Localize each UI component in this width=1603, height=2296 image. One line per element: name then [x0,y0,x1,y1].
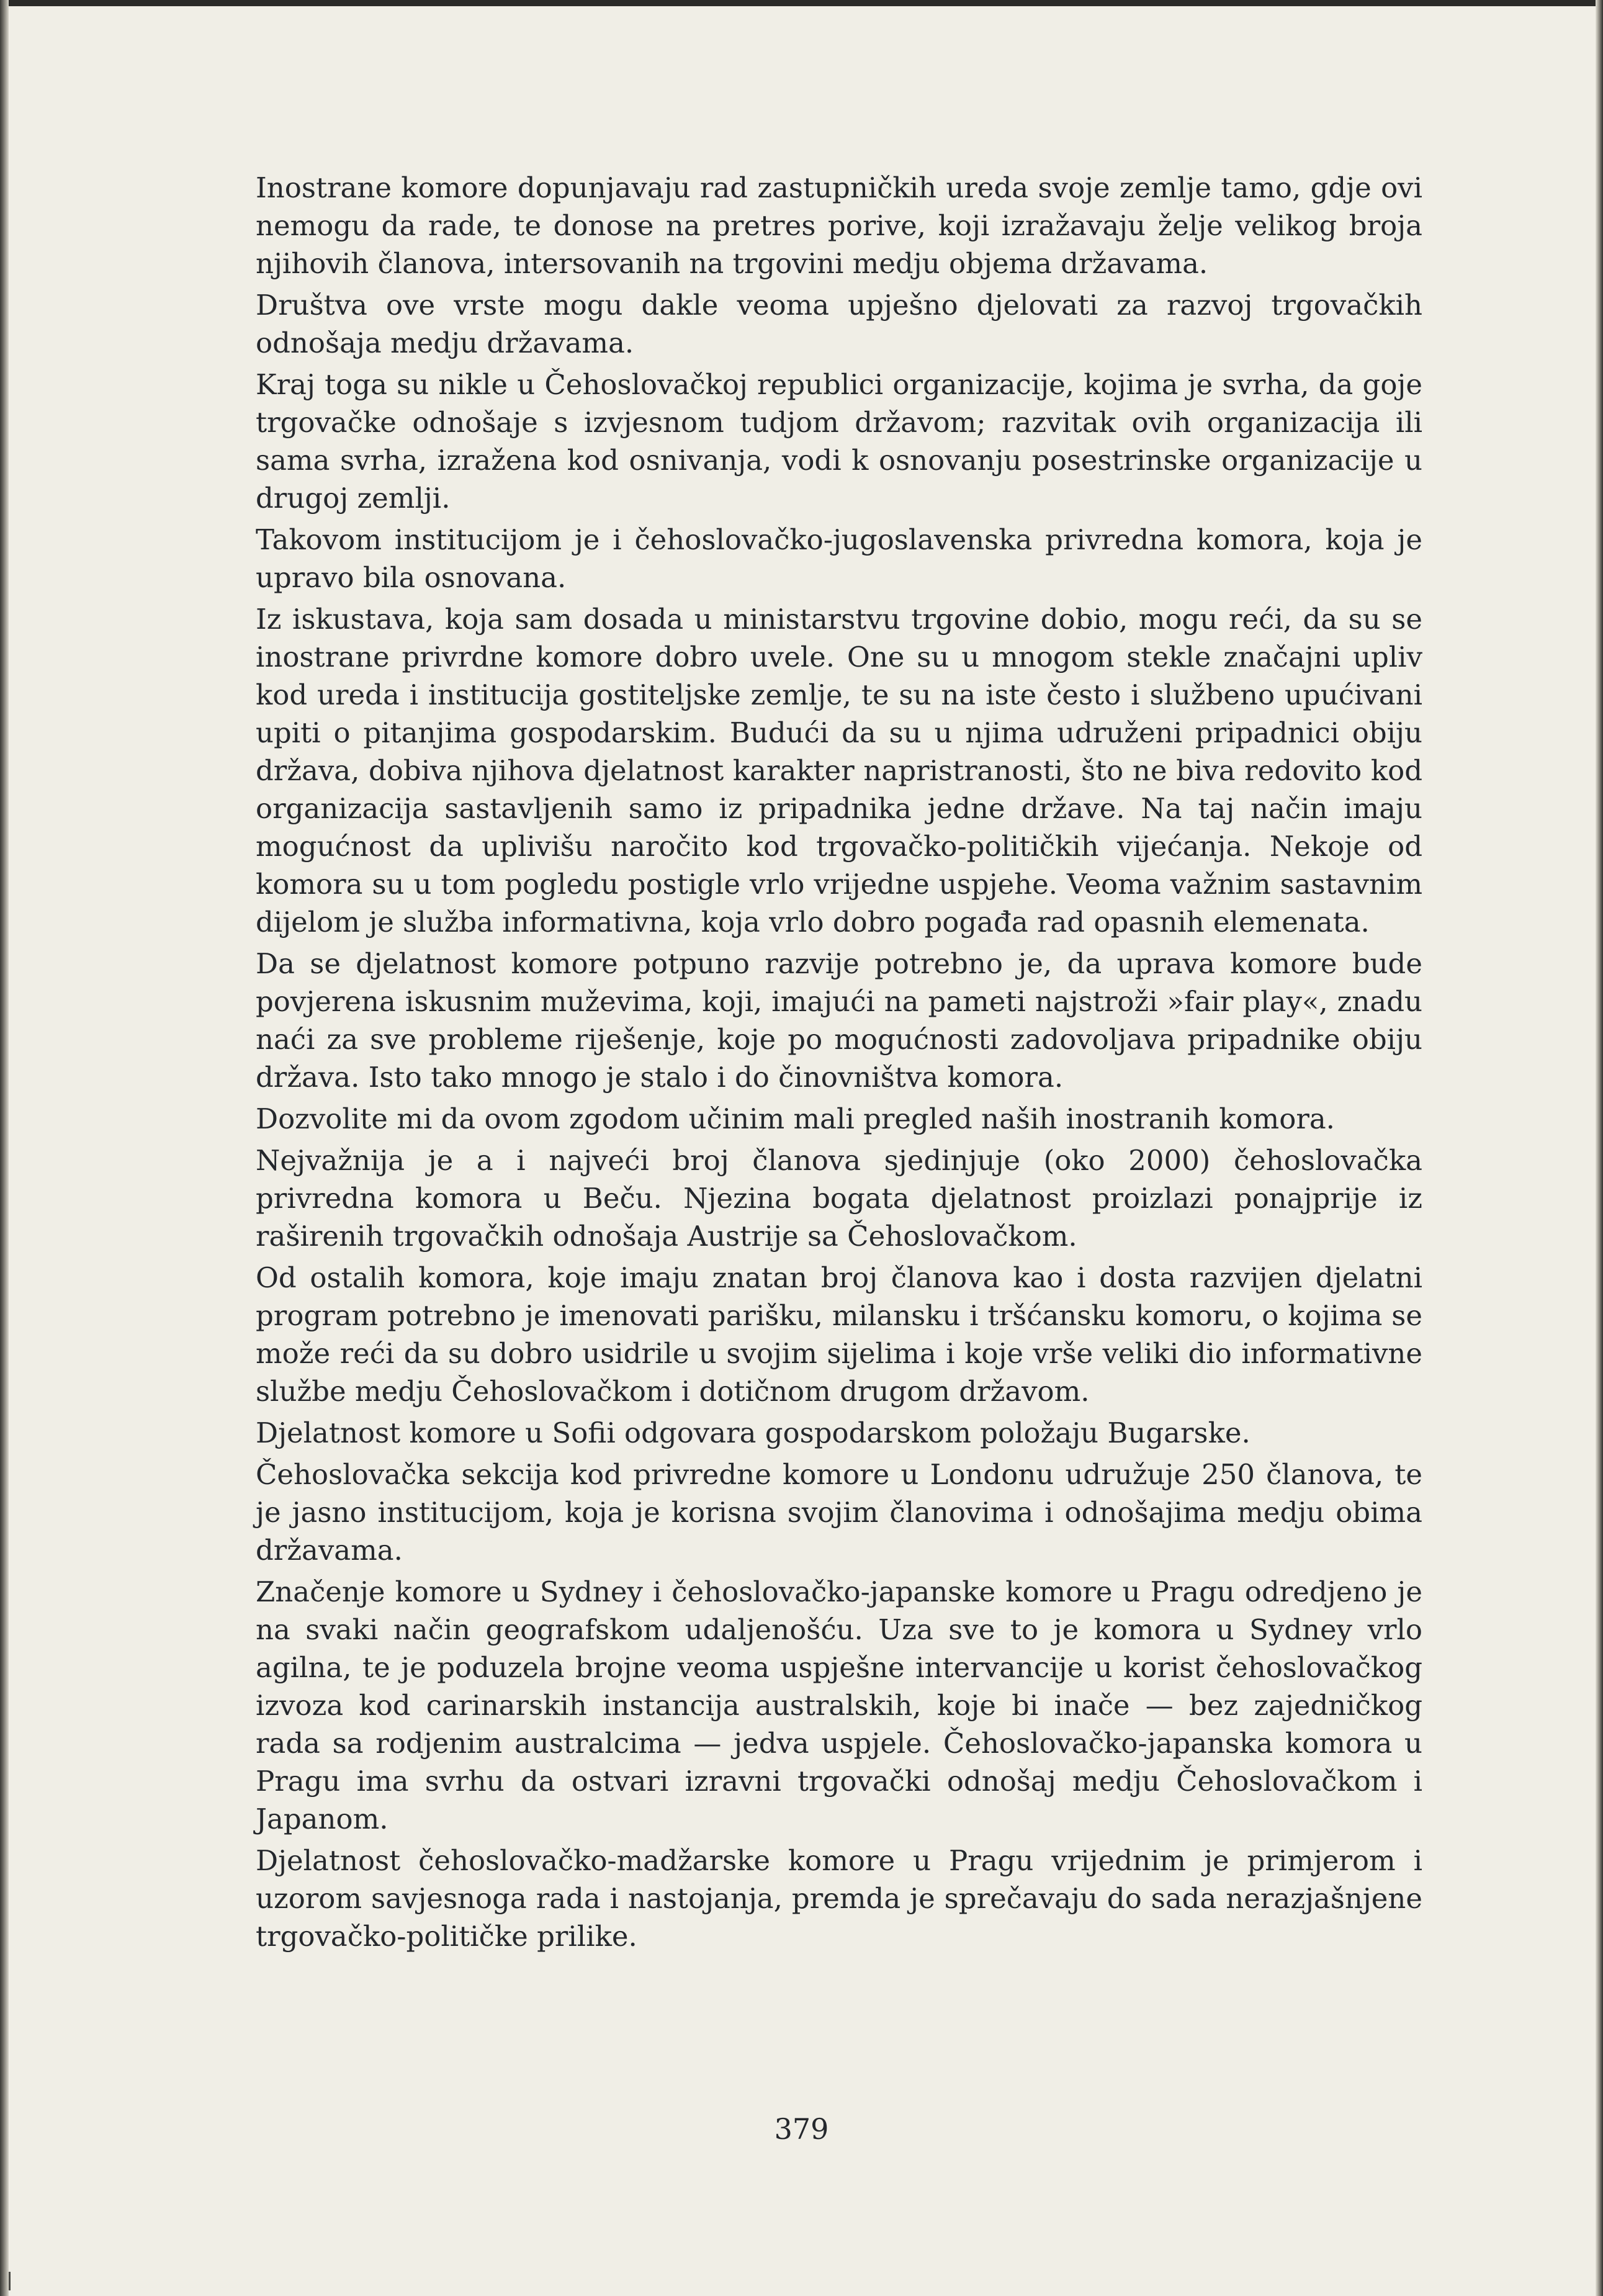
page-number: 379 [774,2112,829,2146]
page-right-edge [1596,0,1603,2296]
paragraph: Inostrane komore dopunjavaju rad zastupničkih ureda svoje zemlje tamo, gdje ovi nemogu da rade, te donose na pretres porive, koji izražavaju želje velikog broja njihovih članova, intersovanih na trgovini medju objema državama. [256,171,1422,280]
page-top-edge [0,0,1603,6]
paragraph: Djelatnost čehoslovačko-madžarske komore u Pragu vrijednim je primjerom i uzorom savjesnoga rada i nastojanja, premda je sprečavaju do sada nerazjašnjene trgovačko-političke prilike. [256,1844,1422,1953]
paragraph: Takovom institucijom je i čehoslovačko-jugoslavenska privredna komora, koja je upravo bila osnovana. [256,523,1422,594]
paragraph: Iz iskustava, koja sam dosada u ministarstvu trgovine dobio, mogu reći, da su se inostrane privrdne komore dobro uvele. One su u mnogom stekle značajni upliv kod ureda i institucija gostiteljske zemlje, te su na iste često i službeno upućivani upiti o pitanjima gospodarskim. Budući da su u njima udruženi pripadnici obiju država, dobiva njihova djelatnost karakter napristranosti, što ne biva redovito kod organizacija sastavljenih samo iz pripadnika jedne države. Na taj način imaju mogućnost da uplivišu naročito kod trgovačko-političkih vijećanja. Nekoje od komora su u tom pogledu postigle vrlo vrijedne uspjehe. Veoma važnim sastavnim dijelom je služba informativna, koja vrlo dobro pogađa rad opasnih elemenata. [256,603,1422,939]
paragraph: Značenje komore u Sydney i čehoslovačko-japanske komore u Pragu odredjeno je na svaki način geografskom udaljenošću. Uza sve to je komora u Sydney vrlo agilna, te je poduzela brojne veoma uspješne intervancije u korist čehoslovačkog izvoza kod carinarskih instancija australskih, koje bi inače — bez zajedničkog rada sa rodjenim australcima — jedva uspjele. Čehoslovačko-japanska komora u Pragu ima svrhu da ostvari izravni trgovački odnošaj medju Čehoslovačkom i Japanom. [256,1575,1422,1835]
paragraph: Čehoslovačka sekcija kod privredne komore u Londonu udružuje 250 članova, te je jasno institucijom, koja je korisna svojim članovima i odnošajima medju obima državama. [256,1458,1422,1567]
binding-mark [9,2272,22,2290]
paragraph: Nejvažnija je a i najveći broj članova sjedinjuje (oko 2000) čehoslovačka privredna komora u Beču. Njezina bogata djelatnost proizlazi ponajprije iz raširenih trgovačkih odnošaja Austrije sa Čehoslovačkom. [256,1144,1422,1253]
body-text [256,169,1422,1959]
paragraph: Kraj toga su nikle u Čehoslovačkoj republici organizacije, kojima je svrha, da goje trgovačke odnošaje s izvjesnom tudjom državom; razvitak ovih organizacija ili sama svrha, izražena kod osnivanja, vodi k osnovanju posestrinske organizacije u drugoj zemlji. [256,368,1422,515]
paragraph: Djelatnost komore u Sofii odgovara gospodarskom položaju Bugarske. [256,1416,1251,1449]
page-left-edge [0,0,9,2296]
paragraph: Dozvolite mi da ovom zgodom učinim mali pregled naših inostranih komora. [256,1102,1335,1135]
paragraph: Da se djelatnost komore potpuno razvije potrebno je, da uprava komore bude povjerena iskusnim muževima, koji, imajući na pameti najstroži »fair play«, znadu naći za sve probleme riješenje, koje po mogućnosti zadovoljava pripadnike obiju država. Isto tako mnogo je stalo i do činovništva komora. [256,947,1422,1094]
paragraph: Od ostalih komora, koje imaju znatan broj članova kao i dosta razvijen djelatni program potrebno je imenovati parišku, milansku i tršćansku komoru, o kojima se može reći da su dobro usidrile u svojim sijelima i koje vrše veliki dio informativne službe medju Čehoslovačkom i dotičnom drugom državom. [256,1261,1422,1408]
paragraph: Društva ove vrste mogu dakle veoma upješno djelovati za razvoj trgovačkih odnošaja medju državama. [256,289,1422,359]
